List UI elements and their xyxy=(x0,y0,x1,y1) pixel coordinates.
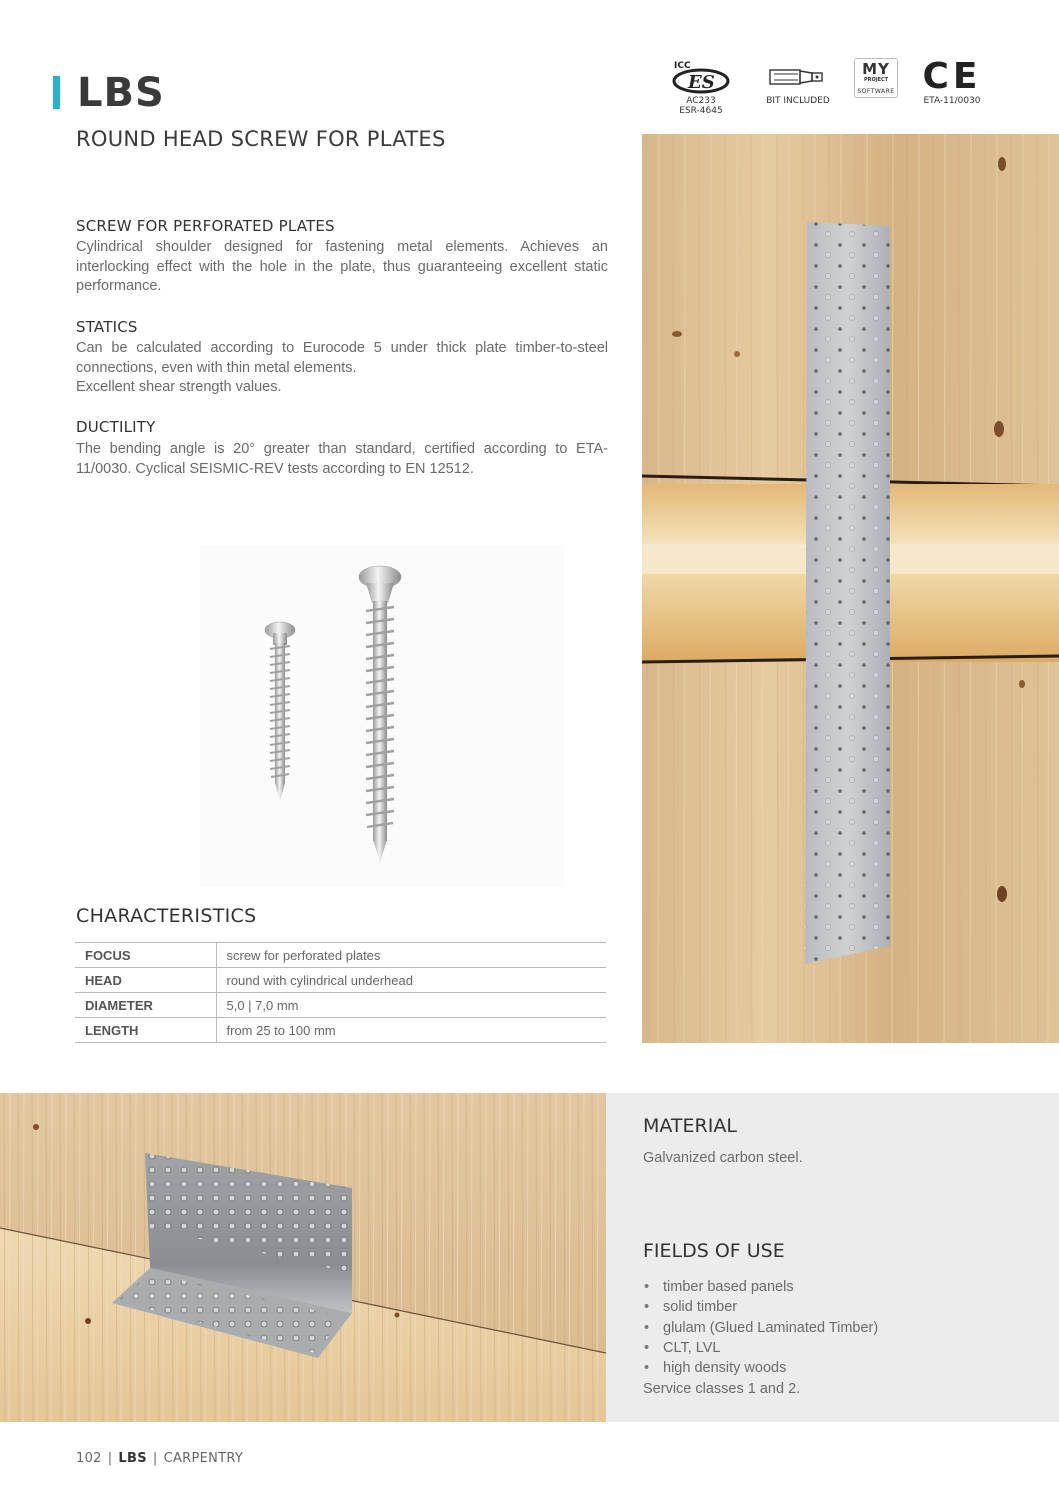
material-body: Galvanized carbon steel. xyxy=(643,1150,803,1166)
list-item: • timber based panels xyxy=(643,1277,878,1297)
list-item: • glulam (Glued Laminated Timber) xyxy=(643,1318,878,1338)
service-classes-note: Service classes 1 and 2. xyxy=(643,1381,801,1397)
svg-text:ICC: ICC xyxy=(674,61,691,71)
cert-line-1: BIT INCLUDED xyxy=(766,96,830,106)
cert-line-1: AC233 xyxy=(686,96,716,106)
row-key: LENGTH xyxy=(75,1018,216,1043)
list-item: • solid timber xyxy=(643,1297,878,1317)
footer-separator: | xyxy=(152,1451,158,1466)
cert-icc-es xyxy=(668,58,734,116)
fields-of-use-list xyxy=(643,1277,878,1378)
cert-line-1: ETA-11/0030 xyxy=(923,96,981,106)
section-title-statics: STATICS xyxy=(76,318,138,336)
section-body-statics: Can be calculated according to Eurocode 5 under thick plate timber-to-steel connections, even with thin metal elements. Excellent shear strength values. xyxy=(76,340,608,395)
perforated-plate-photo xyxy=(642,134,1059,1043)
page-subtitle: ROUND HEAD SCREW FOR PLATES xyxy=(76,127,446,151)
characteristics-table xyxy=(75,942,606,1043)
table-row xyxy=(75,943,606,968)
section-title-ductility: DUCTILITY xyxy=(76,418,156,436)
section-body-perforated-plates: Cylindrical shoulder designed for fastening metal elements. Achieves an interlocking effect with the hole in the plate, thus guaranteeing excellent static performance. xyxy=(76,239,608,294)
cert-bit-included xyxy=(760,58,836,106)
footer-product: LBS xyxy=(118,1451,147,1466)
row-value: screw for perforated plates xyxy=(216,943,606,968)
row-value: round with cylindrical underhead xyxy=(216,968,606,993)
cert-ce xyxy=(916,58,988,106)
section-body-ductility: The bending angle is 20° greater than standard, certified according to ETA-11/0030. Cyclical SEISMIC-REV tests according to EN 12512. xyxy=(76,441,608,477)
row-value: 5,0 | 7,0 mm xyxy=(216,993,606,1018)
footer-category: CARPENTRY xyxy=(163,1451,244,1466)
section-title-perforated-plates: SCREW FOR PERFORATED PLATES xyxy=(76,217,335,235)
bit-icon xyxy=(768,58,828,96)
screw-product-image xyxy=(200,545,564,887)
characteristics-title: CHARACTERISTICS xyxy=(76,905,257,927)
table-row xyxy=(75,1018,606,1043)
row-key: DIAMETER xyxy=(75,993,216,1018)
ce-mark-icon: CE xyxy=(922,56,982,97)
list-item: • CLT, LVL xyxy=(643,1338,878,1358)
list-item: • high density woods xyxy=(643,1358,878,1378)
fields-of-use-title: FIELDS OF USE xyxy=(643,1240,785,1262)
title-accent-bar xyxy=(53,76,60,109)
table-row xyxy=(75,968,606,993)
icc-es-logo-icon xyxy=(670,58,732,96)
material-title: MATERIAL xyxy=(643,1115,737,1137)
row-key: FOCUS xyxy=(75,943,216,968)
footer-separator: | xyxy=(107,1451,113,1466)
svg-text:ES: ES xyxy=(688,72,715,93)
page-number: 102 xyxy=(76,1451,102,1466)
angle-bracket-photo xyxy=(0,1093,606,1422)
cert-line-2: ESR-4645 xyxy=(679,106,723,116)
page-title: LBS xyxy=(77,70,165,116)
my-project-software-icon: MY PROJECT SOFTWARE xyxy=(854,58,898,98)
table-row xyxy=(75,993,606,1018)
page-footer xyxy=(76,1451,243,1466)
row-key: HEAD xyxy=(75,968,216,993)
cert-my-project xyxy=(850,58,902,98)
row-value: from 25 to 100 mm xyxy=(216,1018,606,1043)
